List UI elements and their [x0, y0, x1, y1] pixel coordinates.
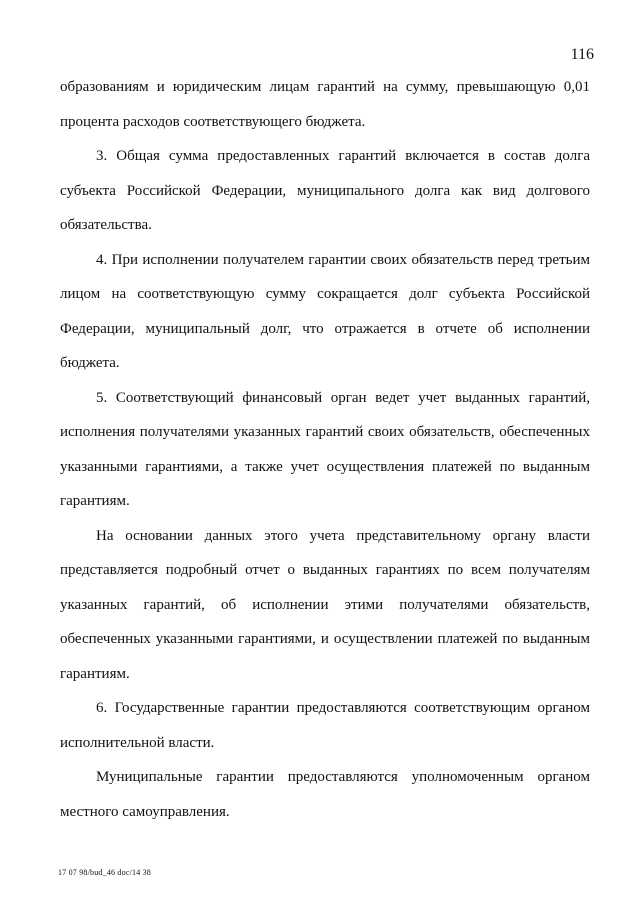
paragraph: 4. При исполнении получателем гарантии своих обязательств перед третьим лицом на соответствующую сумму сокращается долг субъекта Российской Федерации, муниципальный долг, что отражается в отчете об исполнении бюджета.: [60, 251, 590, 371]
paragraph: Муниципальные гарантии предоставляются уполномоченным органом местного самоуправления.: [60, 769, 590, 820]
page-number: 116: [570, 46, 594, 63]
paragraph: 6. Государственные гарантии предоставляются соответствующим органом исполнительной власти.: [60, 700, 590, 751]
paragraph: 3. Общая сумма предоставленных гарантий включается в состав долга субъекта Российской Федерации, муниципального долга как вид долгового обязательства.: [60, 148, 590, 233]
paragraph: 5. Соответствующий финансовый орган ведет учет выданных гарантий, исполнения получателями указанных гарантий своих обязательств, обеспеченных указанными гарантиями, а также учет осуществления платежей по выданным гарантиям.: [60, 389, 590, 509]
paragraph: образованиям и юридическим лицам гарантий на сумму, превышающую 0,01 процента расходов соответствующего бюджета.: [60, 79, 590, 130]
document-body: [60, 70, 590, 829]
file-reference-footer: 17 07 98/bud_46 doc/14 38: [58, 868, 151, 877]
paragraph: На основании данных этого учета представительному органу власти представляется подробный отчет о выданных гарантиях по всем получателям указанных гарантий, об исполнении этими получателями обязательств, обеспеченных указанными гарантиями, и осуществлении платежей по выданным гарантиям.: [60, 527, 590, 682]
